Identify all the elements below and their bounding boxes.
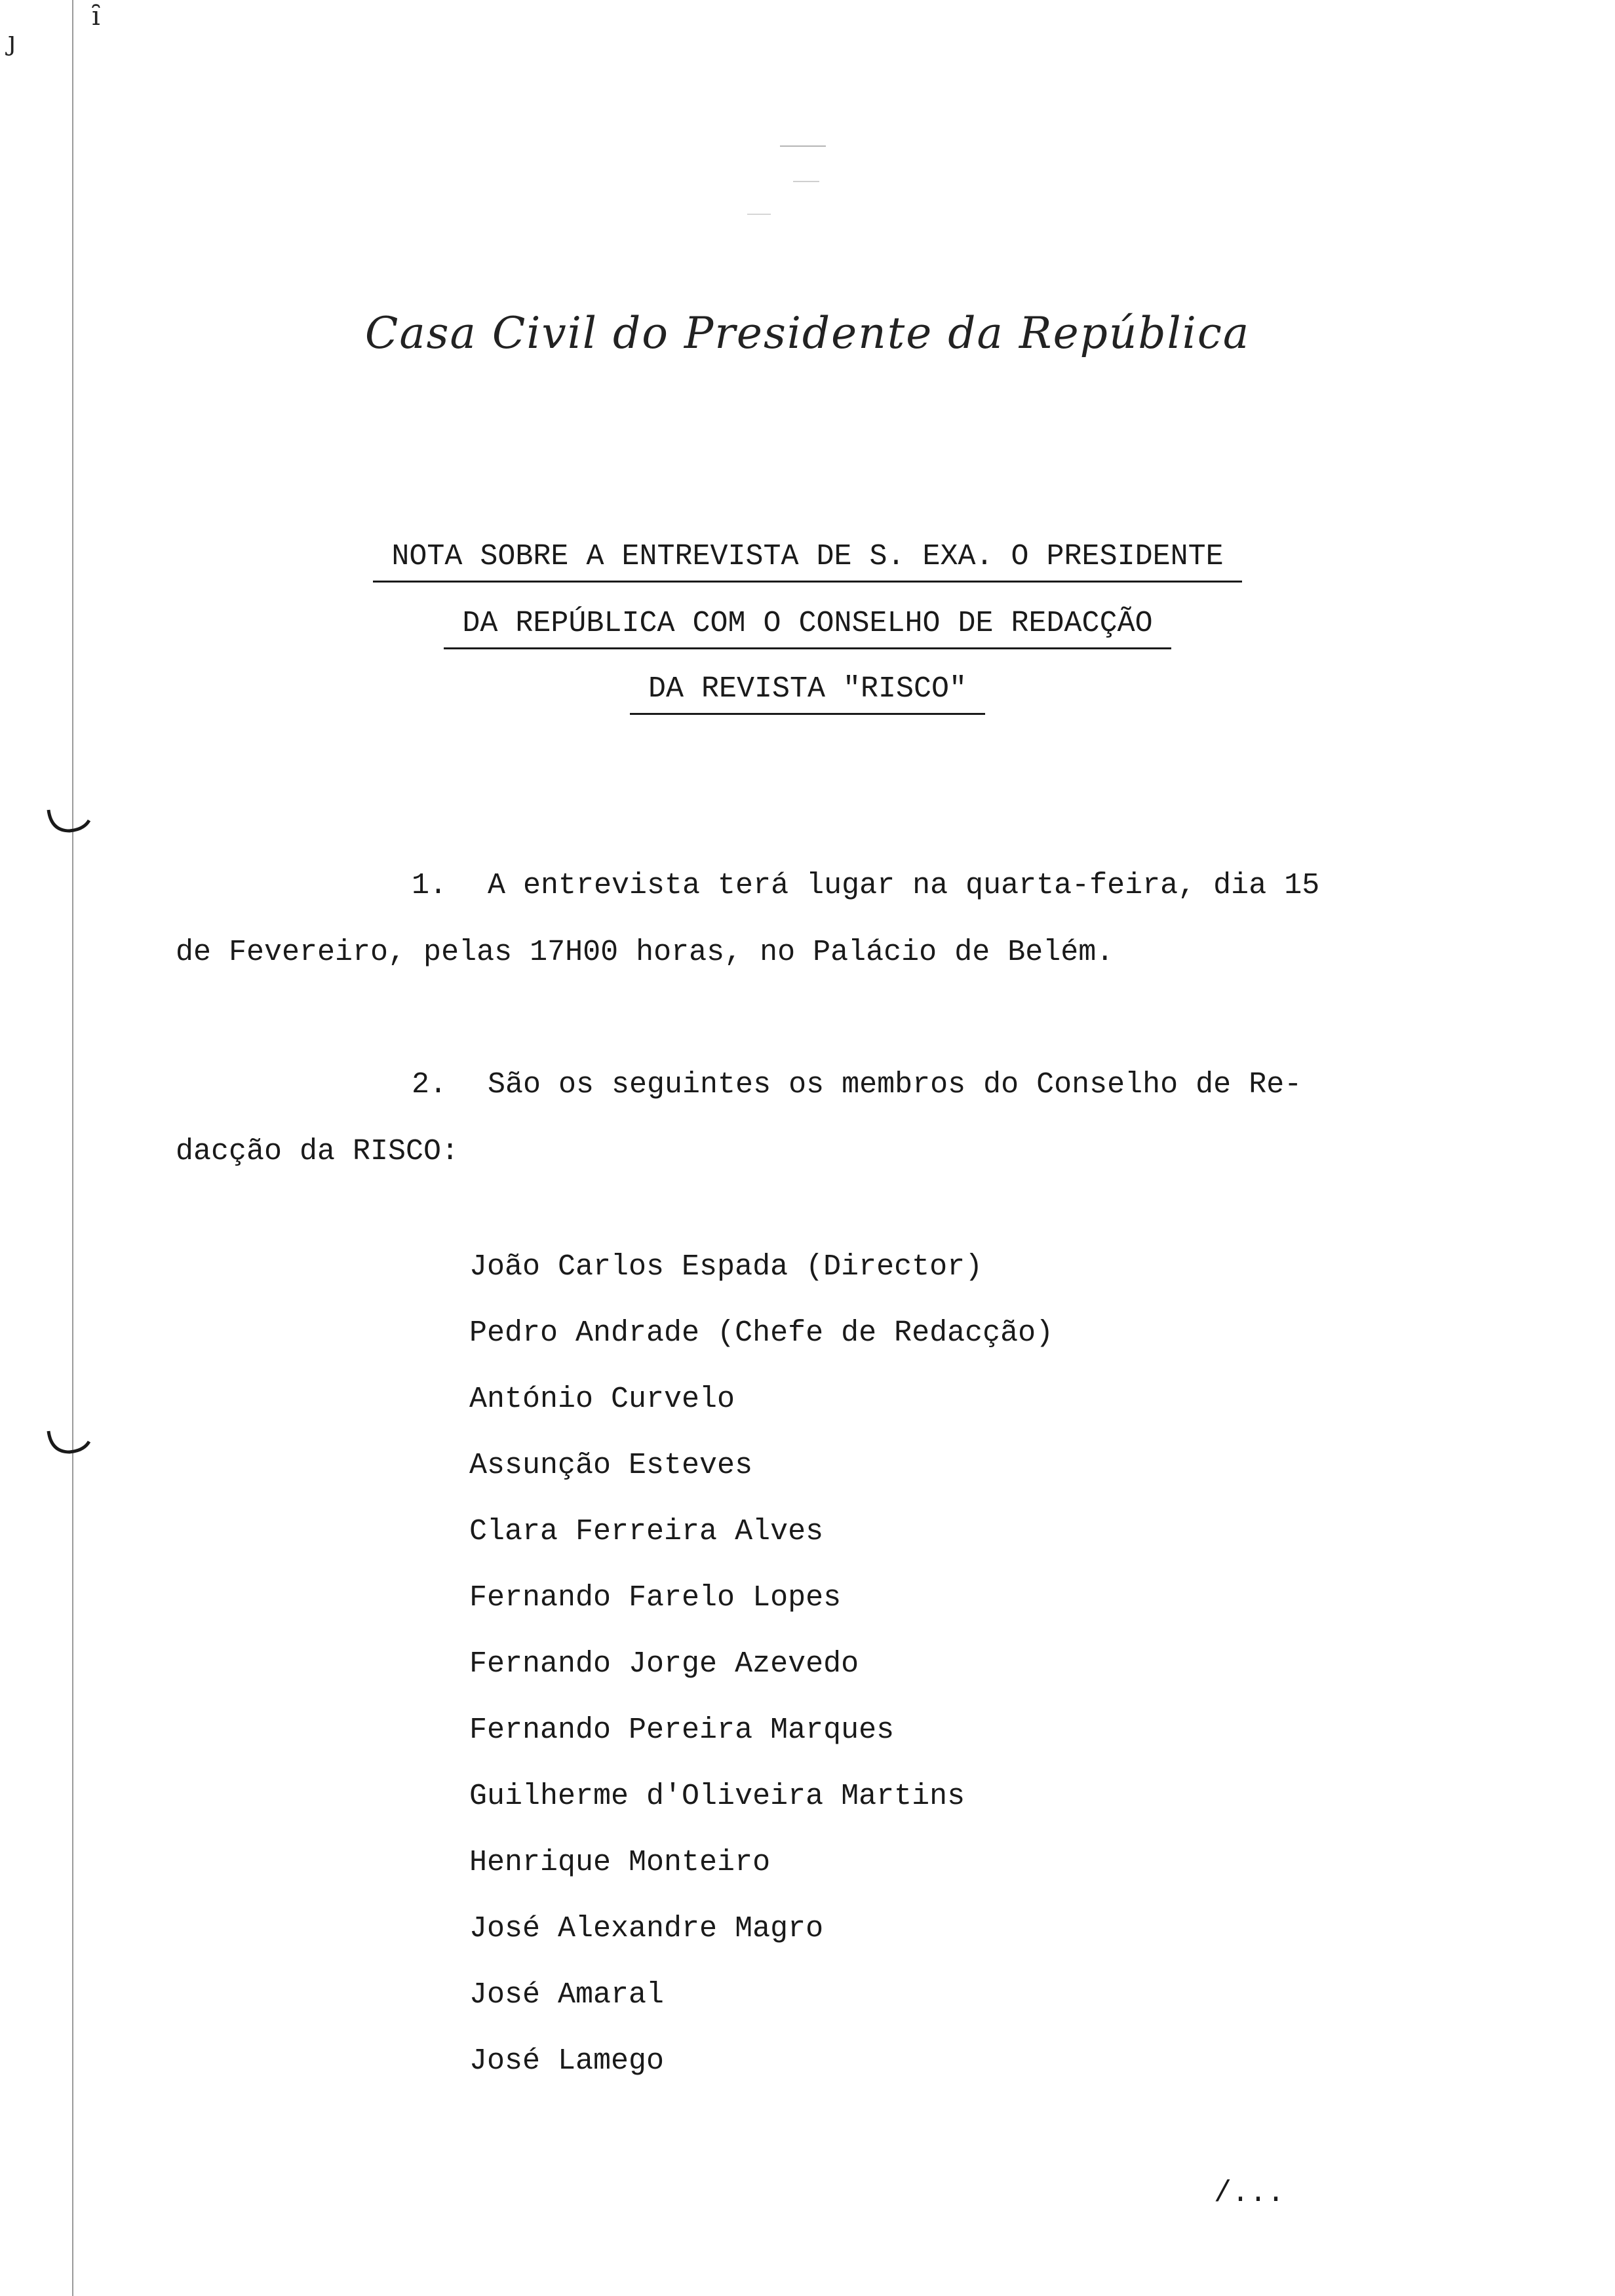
punch-hole-mark [45,807,92,833]
list-item: Clara Ferreira Alves [469,1515,824,1548]
punch-hole-mark [45,1428,92,1455]
paragraph-2-line-2: dacção da RISCO: [176,1135,459,1168]
paragraph-number: 2. [412,1068,448,1101]
title-text: DA REPÚBLICA COM O CONSELHO DE REDACÇÃO [444,604,1171,649]
title-line-2 [0,604,1615,649]
continuation-marker: /... [1214,2177,1285,2210]
title-line-3 [0,670,1615,715]
title-text: DA REVISTA "RISCO" [630,670,985,715]
title-line-1 [0,537,1615,583]
list-item: Fernando Pereira Marques [469,1713,895,1747]
list-item: José Alexandre Magro [469,1912,824,1945]
list-item: José Lamego [469,2044,665,2078]
list-item: Guilherme d'Oliveira Martins [469,1780,965,1813]
paragraph-2-line-1: São os seguintes os membros do Conselho de Re- [488,1068,1302,1101]
letterhead: Casa Civil do Presidente da República [364,308,1251,358]
scan-smudge [793,181,819,182]
list-item: Fernando Jorge Azevedo [469,1647,859,1681]
list-item: Assunção Esteves [469,1449,753,1482]
corner-scan-mark: ȷ [8,26,16,56]
paragraph-1-line-1: A entrevista terá lugar na quarta-feira, dia 15 [488,869,1320,902]
scan-smudge [747,214,771,215]
list-item: Fernando Farelo Lopes [469,1581,842,1615]
corner-scan-mark: ȋ [92,1,100,31]
list-item: José Amaral [469,1978,665,2012]
list-item: Pedro Andrade (Chefe de Redacção) [469,1316,1054,1350]
title-text: NOTA SOBRE A ENTREVISTA DE S. EXA. O PRESIDENTE [373,537,1241,583]
paragraph-number: 1. [412,869,448,902]
scan-smudge [780,145,826,147]
list-item: António Curvelo [469,1383,735,1416]
list-item: João Carlos Espada (Director) [469,1250,983,1284]
list-item: Henrique Monteiro [469,1846,771,1879]
paragraph-1-line-2: de Fevereiro, pelas 17H00 horas, no Palácio de Belém. [176,936,1114,969]
